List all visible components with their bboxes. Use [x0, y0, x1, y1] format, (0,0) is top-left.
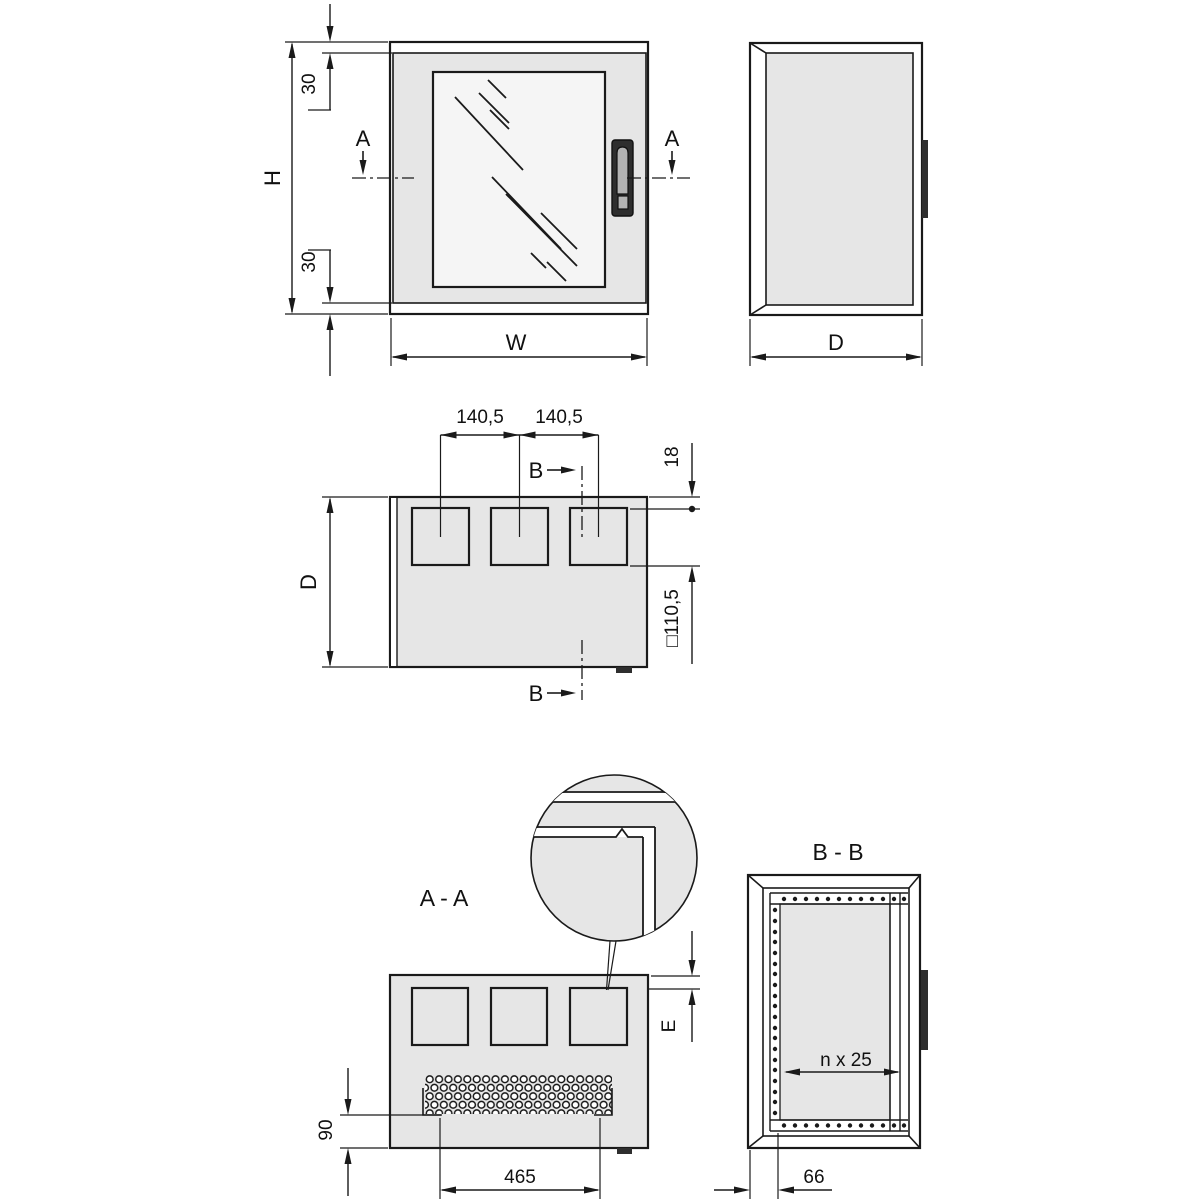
section-a-label-left: A	[355, 126, 371, 151]
front-view	[260, 4, 690, 376]
dimension-h	[260, 42, 388, 314]
hole-edge-label: E	[659, 1019, 680, 1033]
width-label: W	[505, 330, 527, 355]
dimension-d-side	[750, 319, 922, 366]
dimension-30-top	[299, 4, 392, 110]
hole-size-label: □110,5	[662, 589, 683, 647]
aa-hole-2	[491, 988, 547, 1045]
dimension-30-bottom	[299, 250, 392, 376]
handle-grip	[617, 147, 628, 194]
vent-width-label: 465	[504, 1167, 536, 1188]
dimension-w	[391, 318, 647, 366]
section-b-label-top: B	[528, 458, 544, 483]
section-bb-view	[714, 839, 928, 1199]
section-a-arrow-left	[360, 160, 367, 175]
bb-mounting-panel	[780, 904, 890, 1120]
handle-lock	[618, 196, 628, 209]
rail-offset-label: 66	[803, 1167, 825, 1188]
depth-label-side: D	[828, 330, 844, 355]
pitch-right-label: 140,5	[535, 407, 583, 428]
side-handle	[922, 140, 928, 218]
vent-offset-label: 90	[316, 1119, 337, 1141]
top-door-edge-strip	[391, 498, 397, 666]
section-marker-a-left	[356, 126, 371, 175]
dimension-d-top	[296, 497, 388, 667]
edge-offset-label: 18	[662, 446, 683, 468]
aa-hole-1	[412, 988, 468, 1045]
dimension-hole-pitch	[441, 407, 599, 439]
section-marker-a-right	[665, 126, 680, 175]
section-aa-title: A - A	[419, 885, 469, 911]
aa-hole-3	[570, 988, 627, 1045]
section-b-label-bottom: B	[528, 681, 544, 706]
pitch-left-label: 140,5	[456, 407, 504, 428]
vent-grille	[425, 1075, 612, 1114]
section-a-label-right: A	[664, 126, 680, 151]
bb-handle	[921, 970, 928, 1050]
depth-label-top: D	[296, 574, 321, 590]
section-a-arrow-right	[669, 160, 676, 175]
rim-top-label: 30	[299, 73, 320, 95]
detail-circle	[529, 775, 699, 990]
top-handle-bump	[616, 667, 632, 673]
height-label: H	[260, 170, 285, 186]
section-aa-view	[316, 775, 700, 1199]
side-panel	[766, 53, 913, 305]
rail-pitch-label: n x 25	[820, 1050, 872, 1071]
side-view	[750, 43, 928, 366]
glass-window	[433, 72, 605, 287]
top-view	[296, 407, 700, 706]
rim-bottom-label: 30	[299, 251, 320, 273]
dimension-e	[648, 931, 700, 1042]
aa-handle-bump	[617, 1148, 632, 1154]
section-bb-title: B - B	[812, 839, 864, 865]
